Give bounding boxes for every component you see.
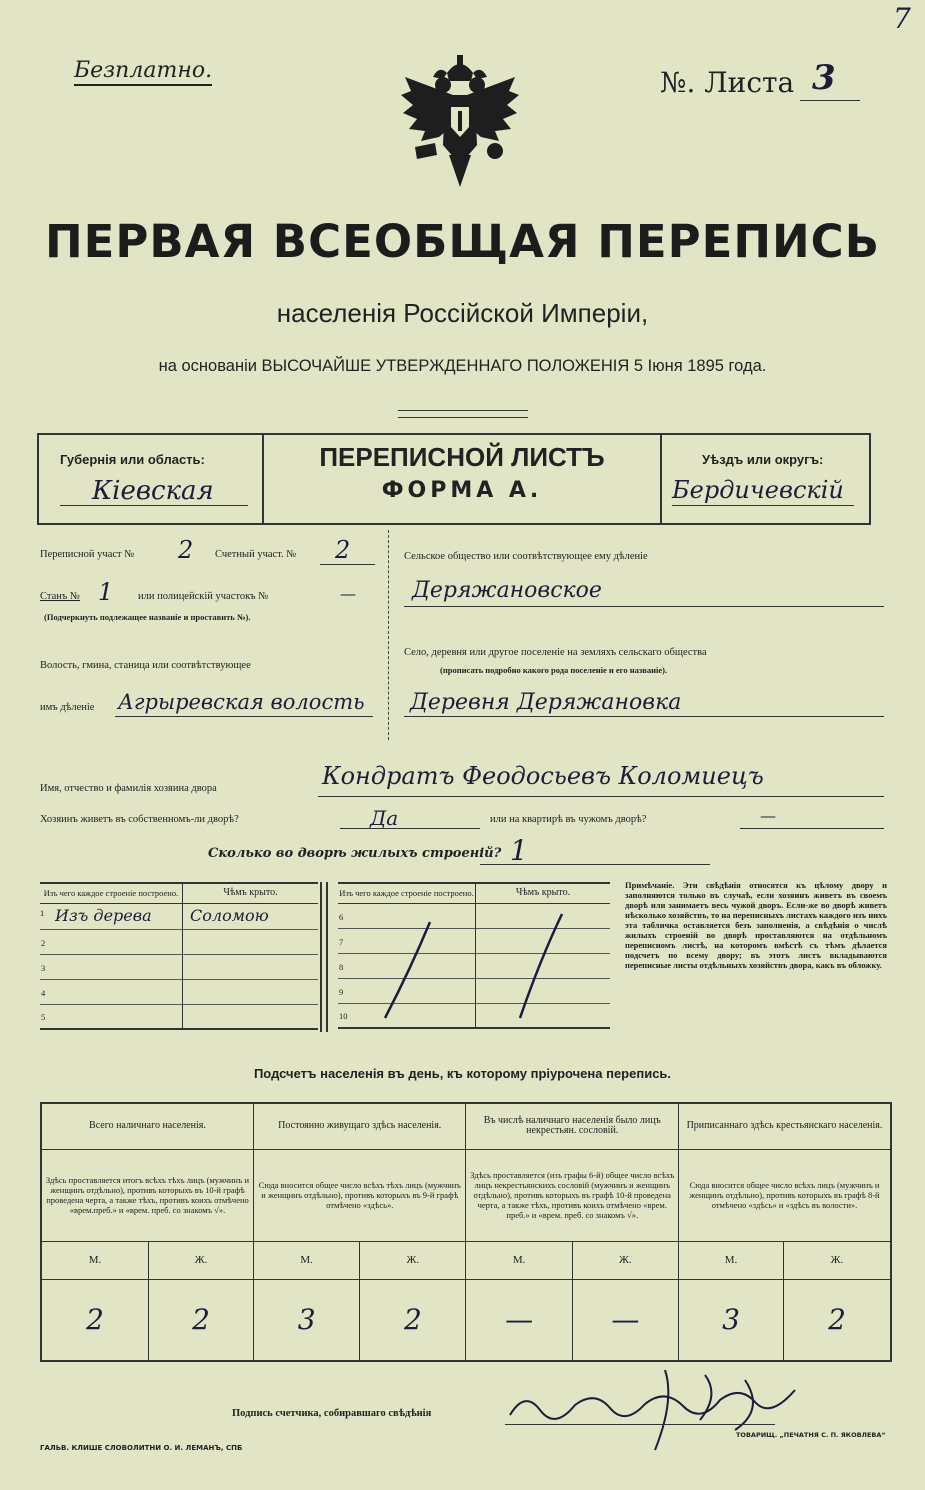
double-headed-eagle-emblem xyxy=(395,55,525,195)
f-label: Ж. xyxy=(783,1241,891,1279)
table-row: 1 Изъ дерева Соломою xyxy=(40,903,318,929)
m-label: М. xyxy=(678,1241,783,1279)
tally-value-3-f: — xyxy=(572,1279,678,1361)
stan-value: 1 xyxy=(98,578,114,606)
buildings-label: Сколько во дворѣ жилыхъ строеній? xyxy=(208,846,502,861)
form-subtitle: ФОРМА А. xyxy=(381,478,543,503)
village-note: (прописать подробно какого рода поселеніе и его названіе). xyxy=(440,665,668,675)
owner-name-label: Имя, отчество и фамилія хозяина двора xyxy=(40,783,217,794)
table-row: 8 xyxy=(338,953,610,978)
f-label: Ж. xyxy=(360,1241,466,1279)
tally-value-4-f: 2 xyxy=(783,1279,891,1361)
census-plot-label: Переписной участ № xyxy=(40,549,135,560)
lives-rent-value: — xyxy=(760,806,776,825)
footnote-title: Примѣчаніе. xyxy=(625,880,675,890)
uezd-label: Уѣздъ или округъ: xyxy=(702,452,824,467)
printer-credit-left: ГАЛЬВ. КЛИШЕ СЛОВОЛИТНИ О. И. ЛЕМАНЪ, СПБ xyxy=(40,1444,243,1452)
enumerator-signature xyxy=(505,1360,815,1460)
gubernia-value: Кіевская xyxy=(92,476,214,506)
tally-head-3: Въ числѣ наличнаго населенія было лицъ некрестьян. сословій. xyxy=(466,1103,679,1149)
table-row: 10 xyxy=(338,1003,610,1028)
tally-head-1: Всего наличнаго населенія. xyxy=(41,1103,253,1149)
f-label: Ж. xyxy=(149,1241,254,1279)
signature-label: Подпись счетчика, собиравшаго свѣдѣнія xyxy=(232,1408,432,1419)
volost-value: Агрыревская волость xyxy=(118,690,365,714)
tally-desc-1: Здѣсь проставляется итогъ всѣхъ тѣхъ лицъ (мужчинъ и женщинъ отдѣльно), противъ которыхъ въ 10-й графѣ проведена черта, а также тѣхъ, противъ коихъ отмѣчено «врем.преб.» и «врем. преб. со знакомъ √». xyxy=(41,1149,253,1241)
table-row: 4 xyxy=(40,979,318,1004)
f-label: Ж. xyxy=(572,1241,678,1279)
row1-material: Изъ дерева xyxy=(55,906,152,925)
footnote xyxy=(625,880,887,970)
document-subtitle: населенія Россійской Имперіи, xyxy=(276,298,649,328)
tally-desc-3: Здѣсь проставляется (изъ графы 6-й) общее число всѣхъ лицъ некрестьянскихъ сословій (мужчинъ и женщинъ отдѣльно), противъ которыхъ въ графѣ 10-й проведена черта, а также тѣхъ, противъ коихъ отмѣчено «врем. преб.» и «врем. преб. со знакомъ √». xyxy=(466,1149,679,1241)
column-separator xyxy=(388,530,389,740)
tally-desc-4: Сюда вносится общее число всѣхъ лицъ (мужчинъ и женщинъ отдѣльно), противъ которыхъ въ графѣ 8-й отмѣчено «здѣсь» и «здѣсь въ волости». xyxy=(678,1149,891,1241)
col-roof-header-right: Чѣмъ крыто. xyxy=(515,887,571,899)
table-row: 6 xyxy=(338,903,610,928)
table-row: 3 xyxy=(40,954,318,979)
tally-value-1-m: 2 xyxy=(41,1279,149,1361)
tally-head-2: Постоянно живущаго здѣсь населенія. xyxy=(253,1103,466,1149)
society-label: Сельское общество или соотвѣтствующее ему дѣленіе xyxy=(404,551,648,562)
count-plot-label: Счетный участ. № xyxy=(215,549,297,560)
tally-value-3-m: — xyxy=(466,1279,572,1361)
footnote-text: Эти свѣдѣнія относятся къ цѣлому двору и заполняются только въ случаѣ, если хозяинъ живетъ въ своемъ дворѣ или занимаетъ весь чужой дворъ. Если-же во дворѣ живетъ нѣсколько хозяйствъ, то на переписныхъ листахъ каждого изъ нихъ эта табличка оставляется безъ заполненія, а свѣдѣнія о числѣ жилыхъ строеній во дворѣ проставляются на отдѣльномъ переписномъ листѣ, на которомъ вмѣстѣ съ тѣмъ дѣлается подсчетъ по всему двору; въ этотъ листъ вкладываются переписные листы отдѣльныхъ хозяйствъ двора, какъ въ обложку. xyxy=(625,880,887,970)
count-plot-value: 2 xyxy=(335,536,351,564)
document-title: ПЕРВАЯ ВСЕОБЩАЯ ПЕРЕПИСЬ xyxy=(44,215,880,268)
stan-label: Станъ № xyxy=(40,591,80,602)
tally-desc-2: Сюда вносится общее число всѣхъ тѣхъ лицъ (мужчинъ и женщинъ отдѣльно), противъ которыхъ въ 9-й графѣ отмѣчено «здѣсь». xyxy=(253,1149,466,1241)
lives-rent-label: или на квартирѣ въ чужомъ дворѣ? xyxy=(490,814,647,825)
col-material-header-right: Изъ чего каждое строеніе построено. xyxy=(338,883,476,903)
census-plot-value: 2 xyxy=(178,536,194,564)
police-value: — xyxy=(340,584,356,603)
village-label: Село, деревня или другое поселеніе на земляхъ сельскаго общества xyxy=(404,647,707,658)
table-row: 5 xyxy=(40,1004,318,1029)
free-label: Безплатно. xyxy=(74,58,212,86)
sheet-number-value: 3 xyxy=(812,58,836,98)
tally-value-1-f: 2 xyxy=(149,1279,254,1361)
sheet-number-label: №. Листа xyxy=(660,66,795,99)
uezd-value: Бердичевскій xyxy=(672,476,844,504)
form-title: ПЕРЕПИСНОЙ ЛИСТЪ xyxy=(319,442,605,472)
tally-value-2-f: 2 xyxy=(360,1279,466,1361)
village-value: Деревня Деряжановка xyxy=(410,690,682,715)
tally-value-4-m: 3 xyxy=(678,1279,783,1361)
underline-note: (Подчеркнуть подлежащее названіе и проставить №). xyxy=(44,612,251,622)
police-label: или полицейскій участокъ № xyxy=(138,591,269,602)
tally-title: Подсчетъ населенія въ день, къ которому пріурочена перепись. xyxy=(253,1066,672,1081)
m-label: М. xyxy=(466,1241,572,1279)
m-label: М. xyxy=(253,1241,359,1279)
m-label: М. xyxy=(41,1241,149,1279)
gubernia-label: Губернія или область: xyxy=(60,452,205,467)
strike-marks xyxy=(340,900,610,1030)
col-roof-header: Чѣмъ крыто. xyxy=(223,887,278,899)
society-value: Деряжановское xyxy=(412,578,602,603)
tally-value-2-m: 3 xyxy=(253,1279,359,1361)
tally-head-4: Приписаннаго здѣсь крестьянскаго населенія. xyxy=(678,1103,891,1149)
lives-own-label: Хозяинъ живетъ въ собственномъ-ли дворѣ? xyxy=(40,814,239,825)
ornament-divider xyxy=(398,410,528,418)
buildings-value: 1 xyxy=(510,834,528,867)
table-row: 7 xyxy=(338,928,610,953)
table-row: 9 xyxy=(338,978,610,1003)
table-row: 2 xyxy=(40,929,318,954)
decree-basis: на основаніи ВЫСОЧАЙШЕ УТВЕРЖДЕННАГО ПОЛОЖЕНІЯ 5 Іюня 1895 года. xyxy=(158,357,767,375)
volost-label-2: имъ дѣленіе xyxy=(40,702,95,713)
tally-table xyxy=(40,1102,892,1362)
owner-name-value: Кондратъ Феодосьевъ Коломиецъ xyxy=(322,762,764,790)
printer-credit-right: ТОВАРИЩ. „ПЕЧАТНЯ С. П. ЯКОВЛЕВА“ xyxy=(736,1431,886,1439)
lives-own-value: Да xyxy=(370,806,399,830)
row1-roof: Соломою xyxy=(190,906,269,925)
volost-label: Волость, гмина, станица или соотвѣтствующее xyxy=(40,660,251,671)
col-material-header: Изъ чего каждое строеніе построено. xyxy=(40,883,183,903)
buildings-table-left xyxy=(40,882,318,1030)
page-corner-number: 7 xyxy=(893,2,911,35)
